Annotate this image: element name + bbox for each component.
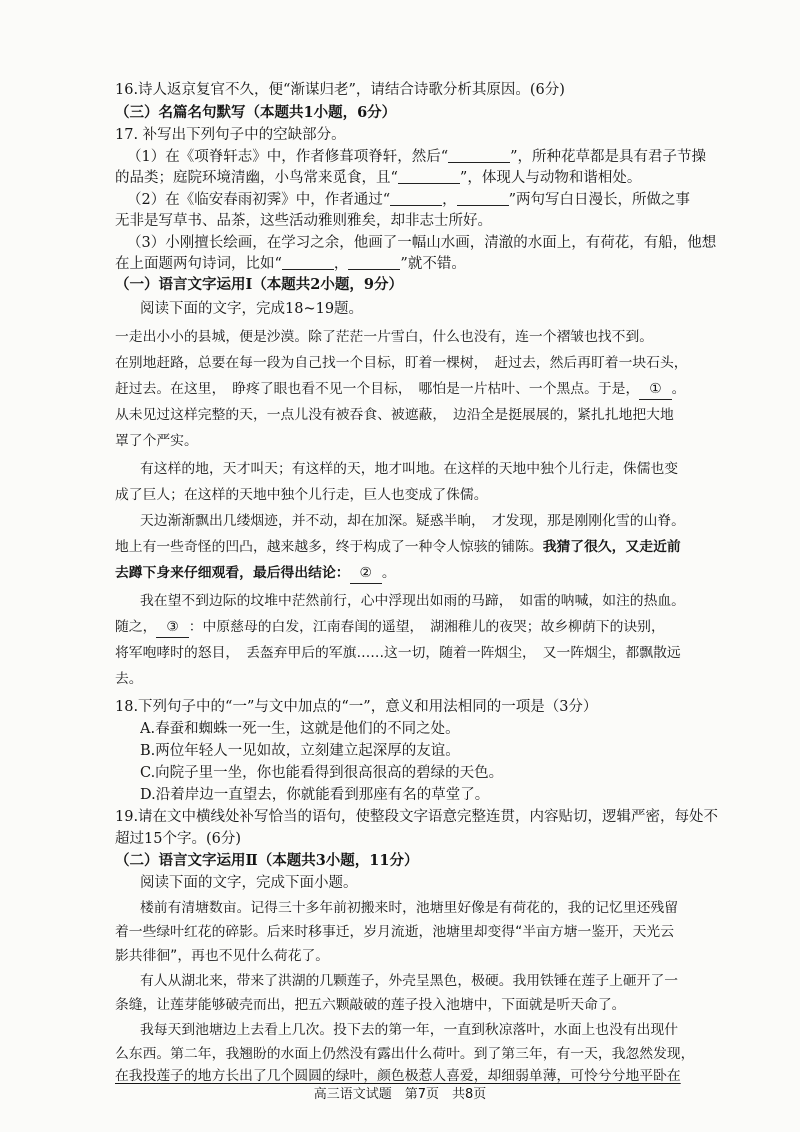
- question-17-stem: 17. 补写出下列句子中的空缺部分。: [115, 127, 346, 143]
- section-heading-mingpian: （三）名篇名句默写（本题共1小题，6分）: [115, 104, 397, 121]
- passage2-line: 有人从湖北来，带来了洪湖的几颗莲子，外壳呈黑色，极硬。我用铁锤在莲子上砸开了一: [140, 973, 679, 989]
- passage1-line: 我在望不到边际的坟堆中茫然前行，心中浮现出如雨的马蹄， 如雷的呐喊，如注的热血。: [140, 593, 685, 609]
- passage1-line: 随之， ③ ：中原慈母的白发，江南春闺的遥望， 湖湘稚儿的夜哭；故乡柳荫下的诀别，: [115, 617, 775, 638]
- passage2-line: 么东西。第二年，我翘盼的水面上仍然没有露出什么荷叶。到了第三年，有一天，我忽然发现，: [115, 1046, 695, 1062]
- question-18-stem: 18.下列句子中的“一”与文中加点的“一”，意义和用法相同的一项是（3分）: [115, 699, 598, 715]
- passage1-line: 在别地赶路，总要在每一段为自己找一个目标，盯着一棵树， 赶过去，然后再盯着一块石头，: [115, 355, 688, 371]
- question-18-option-b: B.两位年轻人一见如故，立刻建立起深厚的友谊。: [140, 743, 460, 759]
- question-17-part3-line1: （3）小刚擅长绘画，在学习之余，他画了一幅山水画，清澈的水面上，有荷花，有船，他想: [127, 235, 717, 251]
- blank-3: ③: [156, 617, 188, 638]
- passage1-line: 天边渐渐飘出几缕烟迹，并不动，却在加深。疑惑半晌， 才发现，那是刚刚化雪的山脊。: [140, 513, 685, 529]
- question-17-part3-line2: 在上面题两句诗词，比如“ ， ”就不错。: [115, 256, 466, 272]
- blank-1: ①: [639, 379, 671, 400]
- passage1-line: 去蹲下身来仔细观看，最后得出结论： ② 。: [115, 563, 775, 584]
- reading-intro-2: 阅读下面的文字，完成下面小题。: [140, 875, 358, 891]
- answer-blank: [282, 254, 334, 270]
- passage1-line: 一走出小小的县城，便是沙漠。除了茫茫一片雪白，什么也没有，连一个褶皱也找不到。: [115, 329, 654, 345]
- question-19-line1: 19.请在文中横线处补写恰当的语句，使整段文字语意完整连贯，内容贴切，逻辑严密，每处不: [115, 809, 719, 825]
- passage1-line: 地上有一些奇怪的凹凸，越来越多，终于构成了一种令人惊骇的铺陈。我猜了很久，又走近前: [115, 539, 681, 555]
- page-footer: 高三语文试题 第7页 共8页: [313, 1087, 487, 1102]
- question-18-option-a: A.春蚕和蜘蛛一死一生，这就是他们的不同之处。: [140, 721, 460, 737]
- answer-blank: [390, 190, 442, 206]
- question-19-line2: 超过15个字。(6分): [115, 831, 241, 847]
- blank-2: ②: [350, 563, 382, 584]
- question-18-option-d: D.沿着岸边一直望去，你就能看到那座有名的草堂了。: [140, 787, 490, 803]
- passage1-line: 赶过去。在这里， 睁疼了眼也看不见一个目标， 哪怕是一片枯叶、一个黑点。于是， ① 。: [115, 379, 775, 400]
- passage2-line-underlined: 在我投莲子的地方长出了几个圆圆的绿叶，颜色极惹人喜爱，却细弱单薄，可怜兮兮地平卧在: [115, 1068, 681, 1084]
- question-18-option-c: C.向院子里一坐，你也能看得到很高很高的碧绿的天色。: [140, 765, 504, 781]
- question-17-part1-line2: 的品类；庭院环境清幽，小鸟常来觅食，且“ ”，体现人与动物和谐相处。: [115, 170, 642, 186]
- question-16: 16.诗人返京复官不久，便“渐谋归老”，请结合诗歌分析其原因。(6分): [115, 82, 565, 98]
- reading-intro-1: 阅读下面的文字，完成18~19题。: [140, 301, 364, 317]
- passage2-line: 我每天到池塘边上去看上几次。投下去的第一年，一直到秋凉落叶，水面上也没有出现什: [140, 1022, 679, 1038]
- passage1-line: 从未见过这样完整的天，一点儿没有被吞食、被遮蔽， 边沿全是挺展展的，紧扎扎地把大地: [115, 407, 674, 423]
- passage1-line: 成了巨人；在这样的天地中独个儿行走，巨人也变成了侏儒。: [115, 487, 488, 503]
- question-17-part2-line1: （2）在《临安春雨初霁》中，作者通过“ ， ”两句写白日漫长，所做之事: [127, 192, 691, 208]
- passage1-line: 将军咆哮时的怒目， 丢盔弃甲后的军旗……这一切，随着一阵烟尘， 又一阵烟尘，都飘散远: [115, 645, 681, 661]
- question-17-part1-line1: （1）在《项脊轩志》中，作者修葺项脊轩，然后“ ”，所种花草都是具有君子节操: [127, 149, 707, 165]
- passage2-line: 影共徘徊”，再也不见什么荷花了。: [115, 948, 330, 964]
- passage1-line: 去。: [115, 671, 143, 687]
- passage2-line: 条缝，让莲芽能够破壳而出，把五六颗敲破的莲子投入池塘中，下面就是听天命了。: [115, 997, 626, 1013]
- passage2-line: 楼前有清塘数亩。记得三十多年前初搬来时，池塘里好像是有荷花的，我的记忆里还残留: [140, 900, 679, 916]
- answer-blank: [457, 190, 509, 206]
- section-heading-yuyan-1: （一）语言文字运用Ⅰ（本题共2小题，9分）: [115, 276, 403, 293]
- passage1-line: 罩了个严实。: [115, 433, 198, 449]
- answer-blank: [348, 254, 400, 270]
- answer-blank: [398, 168, 460, 184]
- passage1-line: 有这样的地，天才叫天；有这样的天，地才叫地。在这样的天地中独个儿行走，侏儒也变: [140, 461, 679, 477]
- question-17-part2-line2: 无非是写草书、品茶，这些活动雅则雅矣，却非志士所好。: [115, 213, 492, 229]
- passage2-line: 着一些绿叶红花的碎影。后来时移事迁，岁月流逝，池塘里却变得“半亩方塘一鉴开，天光云: [115, 924, 675, 940]
- section-heading-yuyan-2: （二）语言文字运用Ⅱ（本题共3小题，11分）: [115, 852, 419, 869]
- answer-blank: [448, 147, 510, 163]
